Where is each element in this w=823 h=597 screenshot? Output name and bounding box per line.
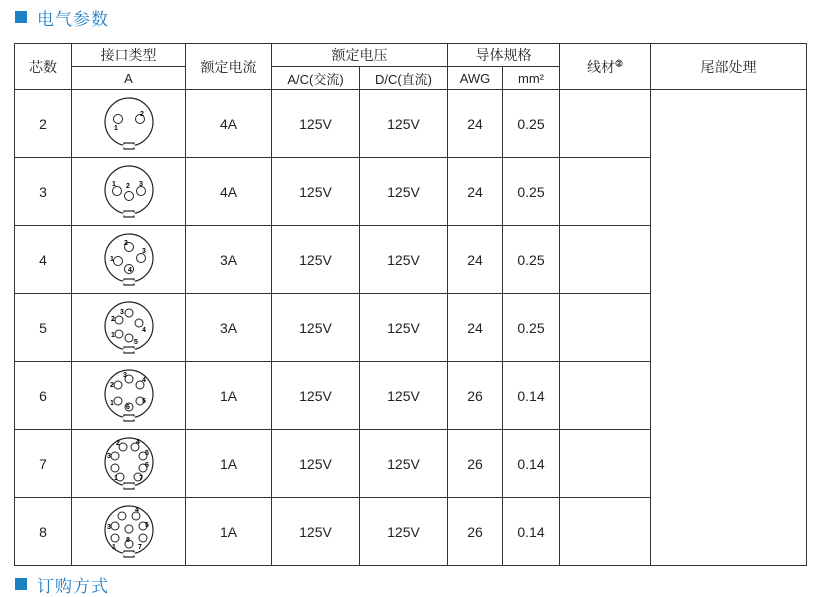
cell-mm2: 0.25 [503,158,560,226]
pin-label: 2 [123,239,128,247]
cell-connector [72,498,186,566]
cell-mm2: 0.25 [503,226,560,294]
connector-2pin-diagram [98,93,160,155]
cell-current: 3A [186,226,272,294]
pin-label: 1 [109,399,114,407]
cell-awg: 24 [448,226,503,294]
pin-label: 2 [109,381,114,389]
pin-label: 4 [141,326,146,334]
cell-wire [560,498,651,566]
pin-label: 3 [141,247,146,255]
cell-wire [560,90,651,158]
connector-7pin-diagram [98,433,160,495]
cell-cores: 4 [15,226,72,294]
cell-mm2: 0.14 [503,430,560,498]
header-interface-sub: A [72,67,186,90]
pin-label: 1 [111,180,116,188]
cell-connector [72,226,186,294]
pin-label: 7 [138,474,143,482]
header-rated-voltage: 额定电压 [272,44,448,67]
cell-ac: 125V [272,362,360,430]
pin-label: 1 [113,124,118,132]
header-voltage-dc: D/C(直流) [360,67,448,90]
next-section-header [15,574,109,594]
cell-mm2: 0.14 [503,498,560,566]
cell-dc: 125V [360,90,448,158]
pin-label: 4 [135,438,140,446]
cell-connector [72,362,186,430]
cell-awg: 24 [448,90,503,158]
connector-4pin-diagram [98,229,160,291]
header-tail: 尾部处理 [651,44,807,90]
cell-connector [72,158,186,226]
cell-dc: 125V [360,158,448,226]
cell-ac: 125V [272,498,360,566]
cell-current: 1A [186,498,272,566]
header-mm2: mm² [503,67,560,90]
pin-label: 5 [144,449,149,457]
cell-connector [72,294,186,362]
cell-cores: 5 [15,294,72,362]
cell-ac: 125V [272,90,360,158]
connector-5pin-diagram [98,297,160,359]
pin-label: 5 [141,397,146,405]
cell-wire [560,158,651,226]
pin-label: 2 [125,182,130,190]
cell-dc: 125V [360,294,448,362]
cell-current: 3A [186,294,272,362]
next-section-title: 订购方式 [37,576,109,596]
pin-label: 4 [141,376,146,384]
cell-cores: 7 [15,430,72,498]
connector-8pin-diagram [98,501,160,563]
header-cores: 芯数 [15,44,72,90]
cell-tail [651,90,807,566]
pin-label: 4 [127,266,132,274]
cell-dc: 125V [360,362,448,430]
pin-label: 7 [137,543,142,551]
cell-awg: 26 [448,362,503,430]
pin-label: 6 [125,403,130,411]
cell-awg: 24 [448,158,503,226]
pin-label: 2 [110,315,115,323]
pin-label: 5 [133,338,138,346]
header-interface-type: 接口类型 [72,44,186,67]
section-header [15,6,109,28]
cell-connector [72,430,186,498]
section-square-icon [15,11,27,23]
electrical-parameters-table [14,43,807,566]
cell-current: 1A [186,362,272,430]
pin-label: 2 [115,439,120,447]
header-wire-label: 线材 [586,58,615,75]
pin-label: 3 [106,523,111,531]
pin-label: 4 [134,506,139,514]
pin-label: 1 [109,255,114,263]
header-rated-current: 额定电流 [186,44,272,90]
header-voltage-ac: A/C(交流) [272,67,360,90]
pin-label: 3 [106,452,111,460]
cell-current: 4A [186,158,272,226]
cell-mm2: 0.25 [503,90,560,158]
cell-cores: 8 [15,498,72,566]
cell-ac: 125V [272,226,360,294]
cell-wire [560,294,651,362]
cell-dc: 125V [360,226,448,294]
cell-current: 1A [186,430,272,498]
cell-awg: 26 [448,498,503,566]
cell-current: 4A [186,90,272,158]
cell-wire [560,430,651,498]
cell-cores: 6 [15,362,72,430]
cell-wire [560,226,651,294]
cell-wire [560,362,651,430]
wire-footnote-mark: ② [614,57,624,68]
header-awg: AWG [448,67,503,90]
cell-ac: 125V [272,294,360,362]
pin-label: 3 [119,308,124,316]
pin-label: 6 [144,461,149,469]
header-conductor-spec: 导体规格 [448,44,560,67]
connector-3pin-diagram [98,161,160,223]
pin-label: 2 [139,110,144,118]
cell-awg: 26 [448,430,503,498]
pin-label: 5 [144,521,149,529]
pin-label: 3 [138,180,143,188]
pin-label: 8 [125,536,130,544]
cell-connector [72,90,186,158]
section-title: 电气参数 [37,9,109,29]
cell-dc: 125V [360,430,448,498]
cell-ac: 125V [272,158,360,226]
pin-label: 1 [110,331,115,339]
pin-label: 1 [111,543,116,551]
cell-awg: 24 [448,294,503,362]
cell-cores: 3 [15,158,72,226]
pin-label: 3 [122,371,127,379]
cell-mm2: 0.25 [503,294,560,362]
cell-mm2: 0.14 [503,362,560,430]
cell-ac: 125V [272,430,360,498]
pin-label: 1 [113,474,118,482]
header-wire [560,44,651,90]
table-row [15,90,807,158]
connector-6pin-diagram [98,365,160,427]
cell-dc: 125V [360,498,448,566]
section-square-icon [15,578,27,590]
cell-cores: 2 [15,90,72,158]
